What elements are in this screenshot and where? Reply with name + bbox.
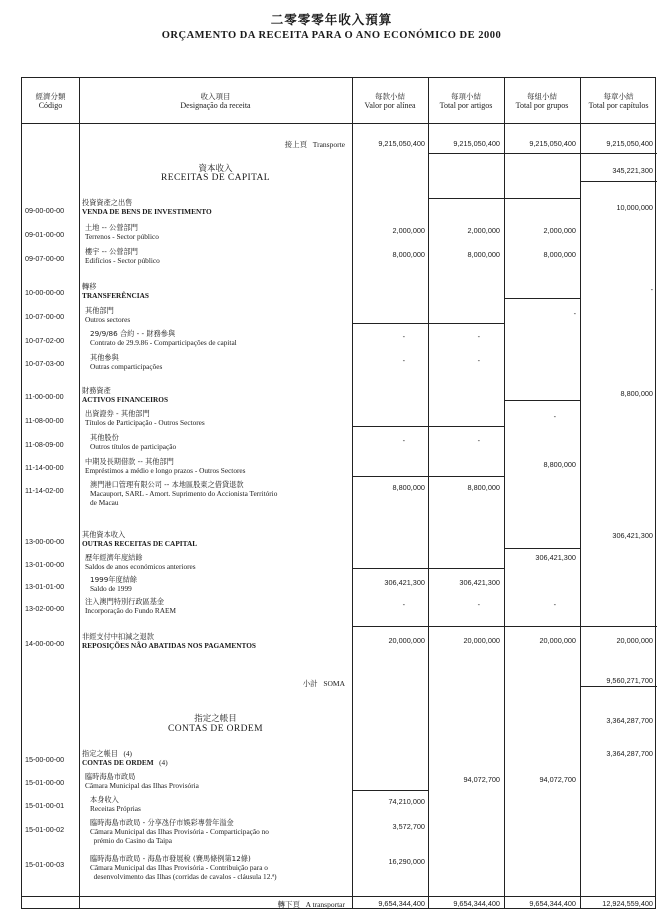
- transport-in-c4: 9,215,050,400: [606, 139, 653, 148]
- transport-in-c2: 9,215,050,400: [453, 139, 500, 148]
- section-capital-pt: RECEITAS DE CAPITAL: [161, 173, 270, 183]
- header-code: 經濟分類 Código: [35, 92, 66, 110]
- col-divider-c3: [580, 78, 581, 908]
- transport-in-c3: 9,215,050,400: [529, 139, 576, 148]
- section-contas-pt: CONTAS DE ORDEM: [168, 724, 263, 734]
- transport-in-c1: 9,215,050,400: [378, 139, 425, 148]
- transport-in-label: 接上頁 Transporte: [284, 140, 345, 149]
- transport-out-label: 轉下頁 A transportar: [277, 900, 345, 909]
- col-divider-desc: [352, 78, 353, 908]
- col-divider-c2: [504, 78, 505, 908]
- title-chinese: 二零零零年收入預算: [270, 12, 393, 27]
- transport-out-c3: 9,654,344,400: [529, 899, 576, 908]
- transport-out-c1: 9,654,344,400: [378, 899, 425, 908]
- title-portuguese: ORÇAMENTO DA RECEITA PARA O ANO ECONÓMICO DE 2000: [161, 30, 502, 41]
- footer-divider: [22, 896, 655, 897]
- section-capital-zh: 資本收入: [198, 164, 233, 174]
- header-total-grupos: 每組小結 Total por grupos: [515, 92, 569, 110]
- header-total-capitulos: 每章小結 Total por capítulos: [588, 92, 649, 110]
- transport-out-c2: 9,654,344,400: [453, 899, 500, 908]
- header-valor-alinea: 每款小結 Valor por alínea: [364, 92, 416, 110]
- section-capital-total: 345,221,300: [612, 166, 653, 175]
- transport-out-c4: 12,924,559,400: [602, 899, 653, 908]
- header-total-artigos: 每項小結 Total por artigos: [439, 92, 493, 110]
- soma-total: 9,560,271,700: [606, 676, 653, 685]
- header-designation: 收入項目 Designação da receita: [180, 92, 251, 110]
- header-divider: [22, 123, 655, 124]
- budget-table: 經濟分類 Código 收入項目 Designação da receita 每款小結 Valor por alínea 每項小結 Total por artigos 每組小結 Total por grupos 每章小結 Total por capítulos 接上頁 Transporte 9,215,050,400 9,215,050,400 9,215,050,400 9,215,050,400 資本收入 RECEITAS DE CAPITAL 345,221,300 09-00-00-00 投資資產之出售 VENDA DE BENS DE INVESTIMENTO 10,000,000 09-01-00-00 土地 -- 公營部門 Terrenos - Sector público 2,000,000 2,000,000 2,000,000 09-07-00-00 樓宇 -- 公營部門 Edifícios - Sector público 8,000,000 8,000,000 8,000,000 10-00-00-00 轉移 TRANSFERÊNCIAS - 10-07-00-00 其他部門 Outros sectores - 10-07-02-00 29/9/86 合約 - - 財務參與 Contrato de 29.9.86 - Comparticipações de capital - - 10-07-03-00 其他參與 Outras comparticipações - - 11-00-00-00 財務資產 ACTIVOS FINANCEIROS 8,800,000 11-08-00-00 出資證券 - 其他部門 Títulos de Participação - Outros Sectores - 11-08-09-00 其他股份 Outros títulos de participação - - 11-14-00-00 中期及長期借款 -- 其他部門 Empréstimos a médio e longo prazos - Outros Sectores 8,800,000 11-14-02-00 澳門港口管理有限公司 -- 本地區股東之借貸退款 Macauport, SARL - Amort. Suprimento do Accionista Território de Macau 8,800,000 8,800,000 13-00-00-00 其他資本收入 OUTRAS RECEITAS DE CAPITAL 306,421,300 13-01-00-00 歷年經濟年度結餘 Saldos de anos económicos anteriores 306,421,300 13-01-01-00 1999年度結餘 Saldo de 1999 306,421,300 306,421,300 13-02-00-00 注入澳門特別行政區基金 Incorporação do Fundo RAEM - - - 14-00-00-00 非經支付中扣減之退款 REPOSIÇÕES NÃO ABATIDAS NOS PAGAMENTOS 20,000,000 20,000,000 20,000,000 20,000,000 小計 SOMA 9,560,271,700 指定之帳目 CONTAS DE ORDEM 3,364,287,700 15-00-00-00 指定之帳目 (4) CONTAS DE ORDEM (4) 3,364,287,700 15-01-00-00 臨時海島市政局 Câmara Municipal das Ilhas Provisória 94,072,700 94,072,700 15-01-00-01 本身收入 Receitas Próprias 74,210,000 15-01-00-02 臨時海島市政局 - 分享氹仔市娛彩專營年溢金 Câmara Municipal das Ilhas Provisória - Comparticipação no prémio do Casino da Taipa 3,572,700 15-01-00-03 臨時海島市政局 - 海島市發展稅 (賽馬條例第12條) Câmara Municipal das Ilhas Provisória - Contribuição para o desenvolvimento das Ilhas (corridas de cavalos - cláusula 12.ª) 16,290,000 轉下頁 A transportar 9,654,344,400 9,654,344,400 9,654,344,400 12,924,559,400: [21, 77, 656, 909]
- col-divider-c1: [428, 78, 429, 908]
- soma-label: 小計 SOMA: [302, 679, 345, 688]
- section-contas-zh: 指定之帳目: [194, 714, 237, 724]
- section-contas-total: 3,364,287,700: [606, 716, 653, 725]
